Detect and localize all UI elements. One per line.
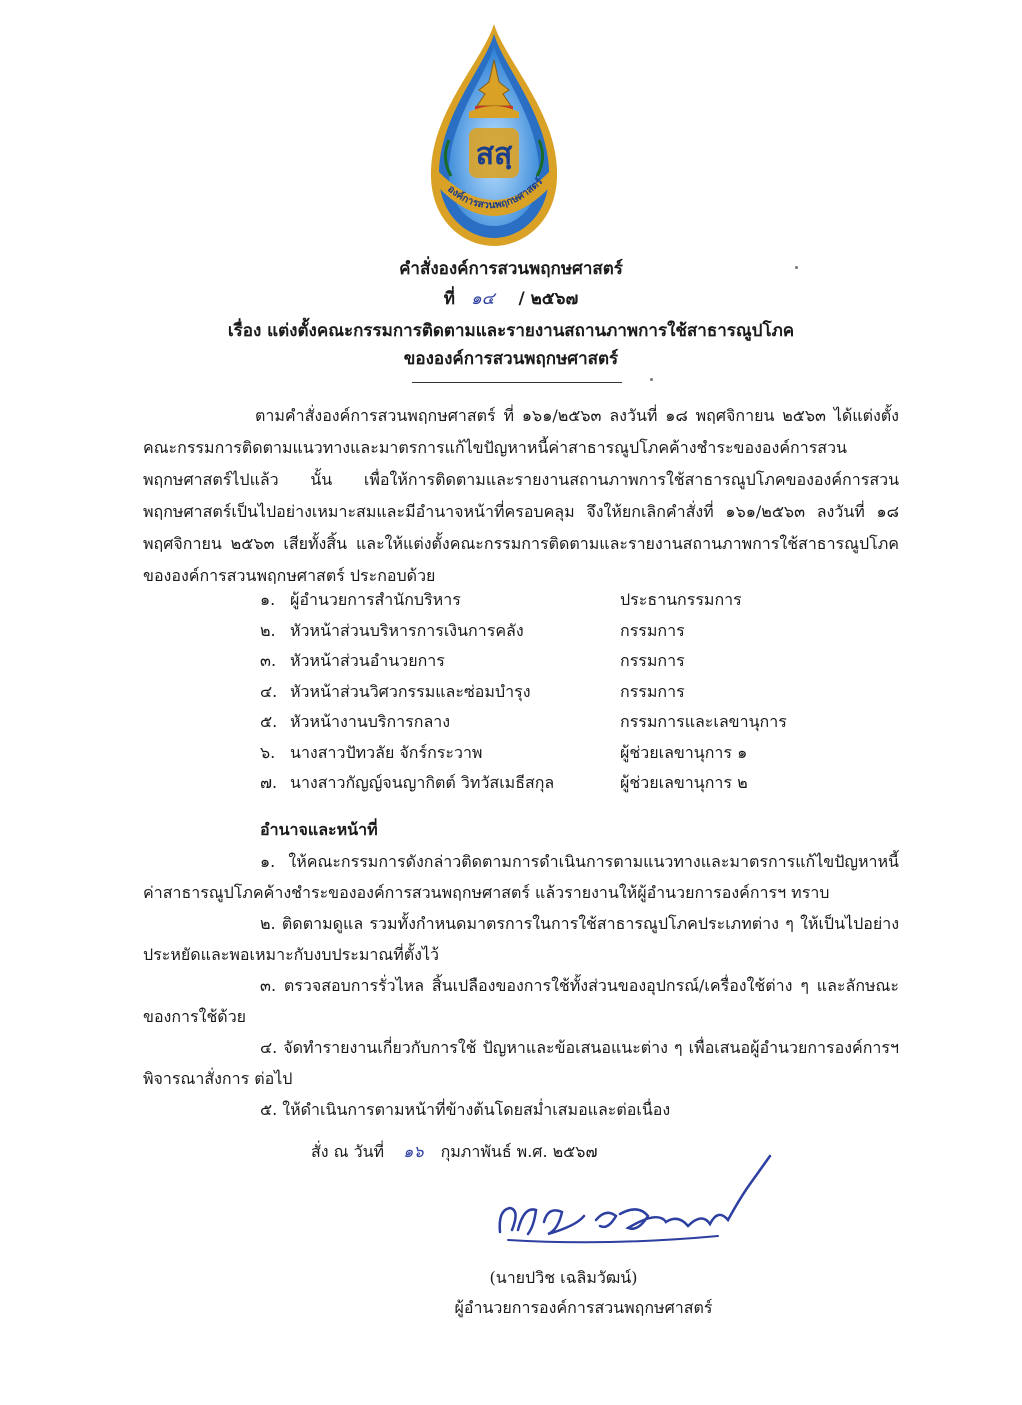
committee-member-row [260,677,860,708]
committee-member-row [260,738,860,769]
order-date-day-handwritten: ๑๖ [403,1142,424,1161]
member-number: ๔. [260,681,278,701]
member-number: ๕. [260,712,278,731]
order-date-rest: กุมภาพันธ์ พ.ศ. ๒๕๖๗ [440,1142,598,1161]
member-name: นางสาวกัญญ์จนญากิตต์ วิทวัสเมธีสกุล [290,773,555,792]
duty-item [143,1032,899,1094]
member-role: ผู้ช่วยเลขานุการ ๑ [620,742,748,762]
member-role: ประธานกรรมการ [620,590,742,609]
member-name: หัวหน้าส่วนอำนวยการ [290,651,445,670]
duty-text: ๒. ติดตามดูแล รวมทั้งกำหนดมาตรการในการใช้สาธารณูปโภคประเภทต่าง ๆ ให้เป็นไปอย่างประหยัดและพอเหมาะกับงบประมาณที่ตั้งไว้ [143,914,899,964]
member-number: ๓. [260,651,277,670]
duty-text: ๕. ให้ดำเนินการตามหน้าที่ข้างต้นโดยสม่ำเสมอและต่อเนื่อง [260,1100,671,1119]
member-role: กรรมการ [620,651,685,670]
signer-position: ผู้อำนวยการองค์การสวนพฤกษศาสตร์ [454,1298,713,1317]
member-name: หัวหน้าส่วนบริหารการเงินการคลัง [290,620,524,640]
duty-item [143,970,899,1032]
duties-list [143,846,899,1125]
committee-member-row [260,768,860,799]
order-number-handwritten: ๑๔ [470,289,495,309]
svg-text:องค์การสวนพฤกษศาสตร์: องค์การสวนพฤกษศาสตร์ [445,176,546,212]
duty-item [143,846,899,908]
member-name: ผู้อำนวยการสำนักบริหาร [290,590,461,609]
duty-item [143,908,899,970]
duty-text: ๑. ให้คณะกรรมการดังกล่าวติดตามการดำเนินการตามแนวทางและมาตรการแก้ไขปัญหาหนี้ค่าสาธารณูปโภคค้างชำระขององค์การสวนพฤกษศาสตร์ แล้วรายงานให้ผู้อำนวยการองค์การฯ ทราบ [143,852,899,902]
order-title: คำสั่งองค์การสวนพฤกษศาสตร์ [399,259,623,279]
svg-text:สสฺ: สสฺ [475,137,513,172]
member-role: กรรมการและเลขานุการ [620,712,787,731]
order-subject: เรื่อง แต่งตั้งคณะกรรมการติดตามและรายงานสถานภาพการใช้สาธารณูปโภค [227,321,795,341]
committee-member-row [260,646,860,677]
header-divider [412,382,622,383]
duty-item [143,1094,899,1125]
committee-member-list [260,585,860,799]
signer-name: (นายปวิช เฉลิมวัฒน์) [489,1268,638,1287]
member-role: ผู้ช่วยเลขานุการ ๒ [620,773,748,792]
member-number: ๑. [260,590,276,609]
duty-text: ๓. ตรวจสอบการรั่วไหล สิ้นเปลืองของการใช้ทั้งส่วนของอุปกรณ์/เครื่องใช้ต่าง ๆ และลักษณะของการใช้ด้วย [143,976,899,1026]
handwritten-signature [488,1150,778,1260]
order-number-suffix: / ๒๕๖๗ [518,289,579,309]
member-name: หัวหน้าส่วนวิศวกรรมและซ่อมบำรุง [290,681,531,701]
scan-speck [650,378,653,381]
order-subject-continued: ขององค์การสวนพฤกษศาสตร์ [403,349,619,369]
organization-emblem-icon [423,20,565,250]
order-number-prefix: ที่ [443,289,455,309]
committee-member-row [260,707,860,738]
member-number: ๗. [260,773,278,792]
order-number [0,285,1022,312]
committee-member-row [260,585,860,616]
duties-heading: อำนาจและหน้าที่ [260,820,378,839]
committee-member-row [260,616,860,647]
member-number: ๖. [260,742,276,762]
member-name: หัวหน้างานบริการกลาง [290,712,451,731]
order-date-prefix: สั่ง ณ วันที่ [311,1142,385,1161]
duty-text: ๔. จัดทำรายงานเกี่ยวกับการใช้ ปัญหาและข้อเสนอแนะต่าง ๆ เพื่อเสนอผู้อำนวยการองค์การฯ พิจารณาสั่งการ ต่อไป [143,1038,899,1088]
member-number: ๒. [260,620,276,640]
order-body-paragraph [143,400,899,592]
scan-speck [795,266,798,269]
member-role: กรรมการ [620,681,685,701]
member-role: กรรมการ [620,620,685,640]
body-paragraph-text: ตามคำสั่งองค์การสวนพฤกษศาสตร์ ที่ ๑๖๑/๒๕๖๓ ลงวันที่ ๑๘ พฤศจิกายน ๒๕๖๓ ได้แต่งตั้งคณะกรรมการติดตามแนวทางและมาตรการแก้ไขปัญหาหนี้ค่าสาธารณูปโภคค้างชำระขององค์การสวนพฤกษศาสตร์ไปแล้ว นั้น เพื่อให้การติดตามและรายงานสถานภาพการใช้สาธารณูปโภคขององค์การสวนพฤกษศาสตร์เป็นไปอย่างเหมาะสมและมีอำนาจหน้าที่ครอบคลุม จึงให้ยกเลิกคำสั่งที่ ๑๖๑/๒๕๖๓ ลงวันที่ ๑๘ พฤศจิกายน ๒๕๖๓ เสียทั้งสิ้น และให้แต่งตั้งคณะกรรมการติดตามและรายงานสถานภาพการใช้สาธารณูปโภคขององค์การสวนพฤกษศาสตร์ ประกอบด้วย [143,406,899,585]
member-name: นางสาวปัทวลัย จักร์กระวาพ [290,742,483,762]
